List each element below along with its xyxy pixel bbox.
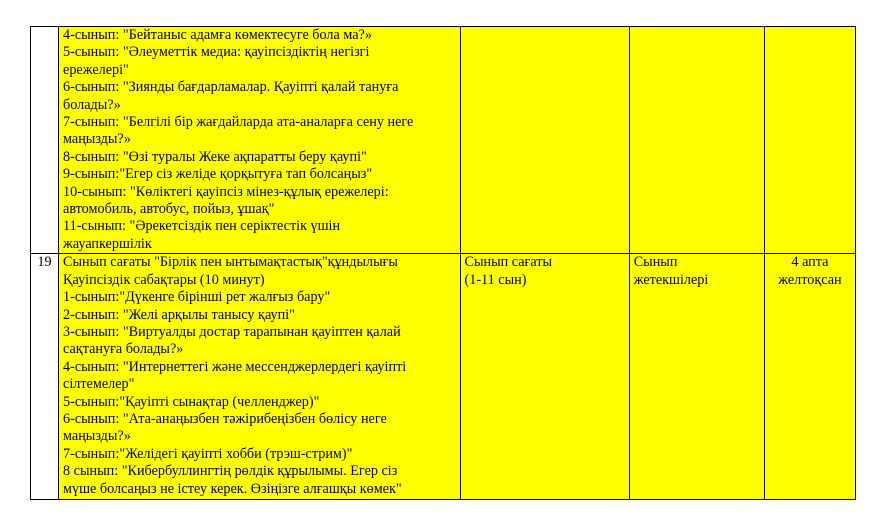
description-line: автомобиль, автобус, пойыз, ұшақ" [63,201,275,218]
description-line: 11-сынып: "Әрекетсіздік пен серіктестік үшін [63,218,341,235]
table-row [31,254,856,500]
description-line: 1-сынып:"Дүкенге бірінші рет жалғыз бару" [63,289,331,306]
description-line: маңызды?» [63,131,131,148]
description-line: сақтануға болады?» [63,341,184,358]
activity-plan-table [30,26,856,500]
responsible-line: жетекшілері [633,271,709,288]
description-line: 6-сынып: "Зиянды бағдарламалар. Қауіпті қалай тануға [63,79,399,96]
description-line: 8 сынып: "Кибербуллингтің рөлдік құрылымы. Егер сіз [63,463,398,480]
description-line: Сынып сағаты "Бірлік пен ынтымақтастық"құндылығы [63,254,398,271]
time-line: желтоқсан [778,271,842,288]
row-number-cell [31,27,59,254]
description-line: 4-сынып: "Бейтаныс адамға көмектесуге бола ма?» [63,27,372,43]
description-line: маңызды?» [63,428,131,445]
description-line: сілтемелер" [63,376,135,393]
activity-description-cell [59,254,460,500]
description-line: 8-сынып: "Өзі туралы Жеке ақпаратты беру қаупі" [63,148,367,165]
description-line: болады?» [63,96,121,113]
row-number-cell [31,254,59,500]
time-line: 4 апта [791,254,829,271]
activity-description-cell [59,27,460,254]
form-line: (1-11 сын) [464,271,527,288]
description-line: Қауіпсіздік сабақтары (10 минут) [63,271,265,288]
description-line: 2-сынып: "Желі арқылы танысу қаупі" [63,306,295,323]
table-row [31,27,856,254]
form-cell [460,254,629,500]
description-line: жауапкершілік [63,235,152,252]
row-number: 19 [37,254,52,271]
description-line: 4-сынып: "Интернеттегі және мессенджерлердегі қауіпті [63,358,407,375]
description-line: 7-сынып:"Желідегі қауіпті хобби (трэш-стрим)" [63,445,353,462]
time-cell [764,27,855,254]
description-line: 3-сынып: "Виртуалды достар тарапынан қауіптен қалай [63,323,401,340]
responsible-cell [629,254,764,500]
description-line: 10-сынып: "Көліктегі қауіпсіз мінез-құлық ережелері: [63,183,389,200]
responsible-cell [629,27,764,254]
description-line: 5-сынып: "Әлеуметтік медиа: қауіпсіздіктің негізгі [63,44,370,61]
form-line: Сынып сағаты [464,254,553,271]
description-line: ережелері" [63,61,129,78]
time-cell [764,254,855,500]
form-cell [460,27,629,254]
description-line: 7-сынып: "Белгілі бір жағдайларда ата-аналарға сену неге [63,114,414,131]
description-line: 6-сынып: "Ата-анаңызбен тәжірибеңізбен бөлісу неге [63,410,387,427]
description-line: 9-сынып:"Егер сіз желіде қорқытуға тап болсаңыз" [63,166,373,183]
description-line: 5-сынып:"Қауіпті сынақтар (челленджер)" [63,393,320,410]
responsible-line: Сынып [633,254,678,271]
description-line: мүше болсаңыз не істеу керек. Өзіңізге алғашқы көмек" [63,480,402,497]
